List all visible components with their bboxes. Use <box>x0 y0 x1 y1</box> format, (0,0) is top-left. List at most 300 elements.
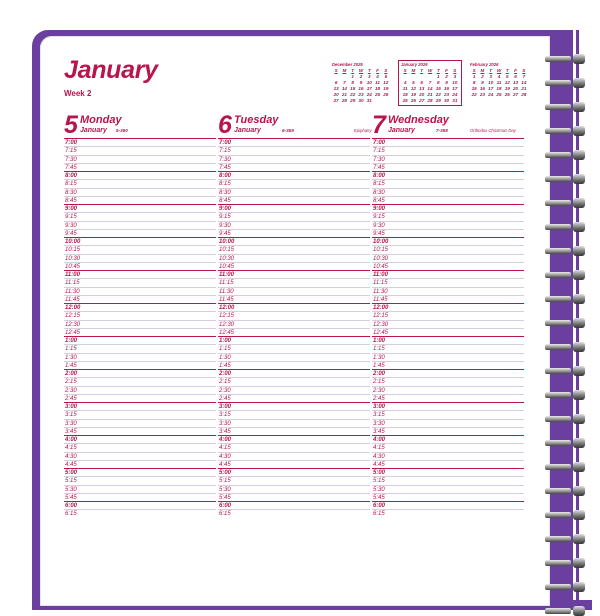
calendar-date[interactable]: 28 <box>521 92 527 97</box>
spiral-coil <box>545 390 585 400</box>
calendar-date[interactable]: 22 <box>435 92 441 97</box>
time-slot[interactable]: 10:15 <box>218 245 370 253</box>
time-slot[interactable]: 10:30 <box>218 254 370 262</box>
mini-calendar <box>332 62 390 104</box>
time-slot[interactable]: 10:15 <box>64 245 216 253</box>
calendar-date[interactable]: 30 <box>358 98 364 103</box>
day-of-year: 6-359 <box>282 128 294 133</box>
time-slot[interactable]: 11:15 <box>218 278 370 286</box>
calendar-date[interactable]: 21 <box>341 92 347 97</box>
time-slot[interactable]: 12:00 <box>64 303 216 311</box>
week-label: Week 2 <box>64 89 92 98</box>
day-header <box>64 113 216 138</box>
time-slot[interactable]: 7:45 <box>372 163 524 171</box>
time-slot[interactable]: 5:30 <box>64 485 216 493</box>
time-slot[interactable]: 12:45 <box>64 328 216 336</box>
calendar-date[interactable]: 13 <box>513 80 519 85</box>
spiral-coil <box>545 486 585 496</box>
calendar-date[interactable]: 14 <box>521 80 527 85</box>
time-slot[interactable]: 6:00 <box>64 501 216 509</box>
spiral-coil <box>545 174 585 184</box>
time-slot[interactable]: 12:45 <box>372 328 524 336</box>
time-slot[interactable]: 2:00 <box>64 369 216 377</box>
calendar-date[interactable]: 29 <box>350 98 356 103</box>
time-slot[interactable]: 1:15 <box>64 344 216 352</box>
calendar-date[interactable]: 14 <box>427 86 433 91</box>
spiral-coil <box>545 126 585 136</box>
time-slot[interactable]: 4:15 <box>218 443 370 451</box>
weekday-header: F <box>514 68 517 73</box>
time-slot[interactable]: 4:15 <box>372 443 524 451</box>
calendar-date[interactable]: 25 <box>402 98 408 103</box>
time-slot[interactable]: 5:45 <box>218 493 370 501</box>
calendar-date[interactable]: 28 <box>341 98 347 103</box>
time-slot[interactable]: 9:15 <box>64 212 216 220</box>
time-slot[interactable]: 10:45 <box>64 262 216 270</box>
calendar-date[interactable]: 7 <box>343 80 346 85</box>
time-slot[interactable]: 9:30 <box>372 221 524 229</box>
time-slot[interactable]: 3:30 <box>64 419 216 427</box>
time-slot[interactable]: 10:45 <box>218 262 370 270</box>
calendar-date[interactable]: 8 <box>351 80 354 85</box>
time-slot[interactable]: 7:00 <box>64 138 216 146</box>
time-slot[interactable]: 11:00 <box>218 270 370 278</box>
calendar-date[interactable]: 19 <box>383 86 389 91</box>
calendar-date[interactable]: 10 <box>452 80 458 85</box>
day-month: January <box>388 127 415 134</box>
calendar-date[interactable]: 16 <box>479 86 485 91</box>
calendar-date[interactable]: 8 <box>472 80 476 85</box>
time-slot[interactable]: 12:45 <box>218 328 370 336</box>
time-slot[interactable]: 8:00 <box>64 171 216 179</box>
calendar-date[interactable]: 26 <box>410 98 416 103</box>
calendar-date[interactable]: 26 <box>504 92 510 97</box>
time-slot[interactable]: 2:00 <box>372 369 524 377</box>
time-slot[interactable]: 9:30 <box>64 221 216 229</box>
calendar-date[interactable]: 17 <box>488 86 494 91</box>
time-slot[interactable]: 8:30 <box>64 188 216 196</box>
time-slot[interactable]: 12:30 <box>64 320 216 328</box>
time-slot[interactable]: 11:45 <box>372 295 524 303</box>
calendar-date[interactable]: 5 <box>506 74 509 79</box>
time-slot[interactable]: 4:00 <box>218 435 370 443</box>
time-slot[interactable]: 3:15 <box>218 410 370 418</box>
spiral-coil <box>545 270 585 280</box>
calendar-date[interactable]: 6 <box>334 80 338 85</box>
time-slot[interactable]: 2:30 <box>64 386 216 394</box>
time-slot[interactable]: 5:00 <box>372 468 524 476</box>
time-slot[interactable]: 3:00 <box>218 402 370 410</box>
calendar-date[interactable]: 13 <box>333 86 339 91</box>
day-number: 5 <box>64 111 78 139</box>
time-slot[interactable]: 3:30 <box>218 419 370 427</box>
calendar-date[interactable]: 22 <box>471 92 477 97</box>
time-slot[interactable]: 12:00 <box>218 303 370 311</box>
calendar-date[interactable]: 1 <box>437 74 440 79</box>
calendar-date[interactable]: 23 <box>444 92 450 97</box>
time-slot[interactable]: 4:00 <box>372 435 524 443</box>
weekday-header: F <box>445 68 448 73</box>
spiral-coil <box>545 222 585 232</box>
time-slot[interactable]: 4:30 <box>218 452 370 460</box>
time-slot[interactable]: 7:45 <box>64 163 216 171</box>
time-slot[interactable]: 7:30 <box>372 155 524 163</box>
calendar-date[interactable]: 7 <box>522 74 526 79</box>
weekday-header: S <box>334 68 338 73</box>
holiday-label: Orthodox Christmas Day <box>470 128 516 133</box>
calendar-date[interactable]: 9 <box>445 80 448 85</box>
calendar-date[interactable]: 15 <box>471 86 477 91</box>
day-of-year: 7-358 <box>436 128 448 133</box>
time-slot[interactable]: 8:45 <box>218 196 370 204</box>
calendar-date[interactable]: 1 <box>472 74 476 79</box>
spiral-coil <box>545 150 585 160</box>
time-slot[interactable]: 4:15 <box>64 443 216 451</box>
time-slot[interactable]: 10:45 <box>372 262 524 270</box>
time-slot[interactable]: 9:00 <box>372 204 524 212</box>
time-slot[interactable]: 7:15 <box>218 146 370 154</box>
time-slot[interactable]: 1:00 <box>64 336 216 344</box>
weekday-header: W <box>496 68 502 73</box>
calendar-date[interactable]: 15 <box>435 86 441 91</box>
time-slot[interactable]: 6:00 <box>372 501 524 509</box>
time-slot[interactable]: 10:30 <box>64 254 216 262</box>
calendar-date[interactable]: 16 <box>358 86 364 91</box>
time-slot[interactable]: 1:45 <box>372 361 524 369</box>
spiral-coil <box>545 462 585 472</box>
day-name: Wednesday <box>388 114 449 126</box>
time-slot[interactable]: 8:15 <box>372 179 524 187</box>
calendar-date[interactable]: 17 <box>366 86 372 91</box>
time-slot[interactable]: 1:45 <box>218 361 370 369</box>
calendar-date[interactable]: 11 <box>375 80 380 85</box>
time-slot[interactable]: 1:30 <box>218 353 370 361</box>
time-slot[interactable]: 6:00 <box>218 501 370 509</box>
time-slot[interactable]: 1:45 <box>64 361 216 369</box>
calendar-date[interactable]: 13 <box>419 86 425 91</box>
time-slot[interactable]: 7:45 <box>218 163 370 171</box>
time-slot[interactable]: 3:45 <box>64 427 216 435</box>
calendar-date[interactable]: 26 <box>383 92 389 97</box>
time-slot[interactable]: 11:30 <box>372 287 524 295</box>
time-slot[interactable]: 2:45 <box>218 394 370 402</box>
calendar-date[interactable]: 18 <box>375 86 381 91</box>
calendar-date[interactable]: 28 <box>427 98 433 103</box>
calendar-date[interactable]: 20 <box>513 86 519 91</box>
calendar-date[interactable]: 4 <box>376 74 379 79</box>
calendar-date[interactable]: 31 <box>366 98 372 103</box>
time-slot[interactable]: 11:15 <box>64 278 216 286</box>
calendar-date[interactable]: 22 <box>350 92 356 97</box>
calendar-date[interactable]: 9 <box>481 80 484 85</box>
time-slot[interactable]: 11:45 <box>218 295 370 303</box>
time-slot[interactable]: 2:15 <box>64 377 216 385</box>
time-slot[interactable]: 6:15 <box>218 509 370 517</box>
calendar-date[interactable]: 2 <box>445 74 448 79</box>
time-slot[interactable]: 8:45 <box>372 196 524 204</box>
weekday-header: T <box>505 68 509 73</box>
calendar-date[interactable]: 5 <box>384 74 388 79</box>
time-slot[interactable]: 5:30 <box>372 485 524 493</box>
weekday-header: T <box>489 68 493 73</box>
time-slot[interactable]: 10:30 <box>372 254 524 262</box>
calendar-date[interactable]: 18 <box>496 86 502 91</box>
time-slot[interactable]: 9:00 <box>218 204 370 212</box>
calendar-date[interactable]: 24 <box>366 92 372 97</box>
time-slot[interactable]: 11:00 <box>372 270 524 278</box>
calendar-date[interactable]: 4 <box>497 74 501 79</box>
time-slot[interactable]: 5:00 <box>218 468 370 476</box>
day-schedule-column <box>218 138 370 518</box>
mini-calendar <box>398 60 462 106</box>
weekday-header: S <box>522 68 526 73</box>
spiral-coil <box>545 54 585 64</box>
time-slot[interactable]: 10:15 <box>372 245 524 253</box>
time-slot[interactable]: 5:45 <box>64 493 216 501</box>
time-slot[interactable]: 5:00 <box>64 468 216 476</box>
time-slot[interactable]: 2:15 <box>372 377 524 385</box>
spiral-coil <box>545 558 585 568</box>
time-slot[interactable]: 11:30 <box>218 287 370 295</box>
calendar-date[interactable]: 12 <box>383 80 389 85</box>
calendar-date[interactable]: 12 <box>410 86 416 91</box>
calendar-date[interactable]: 21 <box>521 86 527 91</box>
time-slot[interactable]: 7:30 <box>218 155 370 163</box>
holiday-label: Epiphany <box>354 128 372 133</box>
time-slot[interactable]: 10:00 <box>64 237 216 245</box>
calendar-date[interactable]: 6 <box>420 80 423 85</box>
time-slot[interactable]: 9:15 <box>372 212 524 220</box>
time-slot[interactable]: 8:45 <box>64 196 216 204</box>
spiral-coil <box>545 510 585 520</box>
weekday-header: S <box>403 68 407 73</box>
calendar-date[interactable]: 10 <box>488 80 494 85</box>
weekday-header: F <box>376 68 379 73</box>
calendar-date[interactable]: 25 <box>496 92 502 97</box>
weekday-header: T <box>420 68 424 73</box>
calendar-date[interactable]: 2 <box>481 74 484 79</box>
calendar-date[interactable]: 3 <box>368 74 371 79</box>
calendar-date[interactable]: 29 <box>435 98 441 103</box>
time-slot[interactable]: 8:15 <box>218 179 370 187</box>
weekday-header: M <box>411 68 416 73</box>
day-number: 6 <box>218 111 232 139</box>
day-name: Tuesday <box>234 114 279 126</box>
calendar-date[interactable]: 19 <box>504 86 510 91</box>
calendar-date[interactable] <box>373 98 381 104</box>
time-slot[interactable]: 11:00 <box>64 270 216 278</box>
calendar-date[interactable]: 21 <box>427 92 433 97</box>
calendar-date[interactable]: 10 <box>366 80 372 85</box>
time-slot[interactable]: 7:30 <box>64 155 216 163</box>
time-slot[interactable]: 2:30 <box>372 386 524 394</box>
day-header <box>218 113 370 138</box>
calendar-date[interactable]: 19 <box>410 92 416 97</box>
calendar-date[interactable]: 11 <box>402 86 408 91</box>
mini-calendar-title: January 2026 <box>401 62 428 67</box>
time-slot[interactable]: 2:00 <box>218 369 370 377</box>
time-slot[interactable]: 5:30 <box>218 485 370 493</box>
calendar-date[interactable]: 20 <box>333 92 339 97</box>
time-slot[interactable]: 12:15 <box>64 311 216 319</box>
time-slot[interactable]: 4:30 <box>372 452 524 460</box>
spiral-coil <box>545 246 585 256</box>
calendar-date[interactable]: 24 <box>452 92 458 97</box>
month-title: January <box>64 56 158 84</box>
calendar-date[interactable]: 2 <box>359 74 363 79</box>
time-slot[interactable]: 12:15 <box>218 311 370 319</box>
time-slot[interactable]: 11:30 <box>64 287 216 295</box>
time-slot[interactable]: 12:00 <box>372 303 524 311</box>
time-slot[interactable]: 8:30 <box>372 188 524 196</box>
calendar-date[interactable]: 5 <box>412 80 415 85</box>
calendar-date[interactable]: 24 <box>488 92 494 97</box>
time-slot[interactable]: 3:45 <box>372 427 524 435</box>
time-slot[interactable]: 1:15 <box>218 344 370 352</box>
calendar-date[interactable]: 4 <box>403 80 407 85</box>
calendar-date[interactable]: 9 <box>359 80 363 85</box>
calendar-date[interactable]: 3 <box>489 74 492 79</box>
time-slot[interactable]: 5:45 <box>372 493 524 501</box>
calendar-date[interactable]: 31 <box>452 98 458 103</box>
calendar-date[interactable]: 27 <box>419 98 425 103</box>
time-slot[interactable]: 11:45 <box>64 295 216 303</box>
spiral-coil <box>545 438 585 448</box>
spiral-coil <box>545 294 585 304</box>
day-of-year: 5-360 <box>116 128 128 133</box>
time-slot[interactable]: 6:15 <box>64 509 216 517</box>
time-slot[interactable]: 4:00 <box>64 435 216 443</box>
calendar-date[interactable]: 25 <box>375 92 381 97</box>
time-slot[interactable]: 7:15 <box>372 146 524 154</box>
calendar-date[interactable]: 17 <box>452 86 458 91</box>
weekday-header: S <box>453 68 457 73</box>
day-schedule-column <box>372 138 524 518</box>
time-slot[interactable]: 1:30 <box>372 353 524 361</box>
time-slot[interactable]: 2:45 <box>372 394 524 402</box>
time-slot[interactable]: 5:15 <box>64 476 216 484</box>
calendar-date[interactable]: 11 <box>496 80 502 85</box>
time-slot[interactable]: 3:15 <box>64 410 216 418</box>
time-slot[interactable]: 2:30 <box>218 386 370 394</box>
time-slot[interactable]: 4:45 <box>218 460 370 468</box>
time-slot[interactable]: 3:00 <box>64 402 216 410</box>
time-slot[interactable]: 7:15 <box>64 146 216 154</box>
mini-calendar-title: February 2026 <box>470 62 499 67</box>
calendar-date[interactable]: 3 <box>453 74 457 79</box>
time-slot[interactable]: 1:00 <box>218 336 370 344</box>
time-slot[interactable]: 12:30 <box>218 320 370 328</box>
weekday-header: S <box>384 68 388 73</box>
weekday-header: M <box>480 68 485 73</box>
time-slot[interactable]: 3:45 <box>218 427 370 435</box>
calendar-date[interactable]: 27 <box>333 98 339 103</box>
calendar-date[interactable]: 7 <box>428 80 432 85</box>
calendar-date[interactable]: 30 <box>444 98 450 103</box>
time-slot[interactable]: 9:00 <box>64 204 216 212</box>
calendar-date[interactable]: 27 <box>513 92 519 97</box>
calendar-date[interactable]: 1 <box>351 74 354 79</box>
time-slot[interactable]: 4:30 <box>64 452 216 460</box>
time-slot[interactable]: 9:15 <box>218 212 370 220</box>
time-slot[interactable]: 7:00 <box>218 138 370 146</box>
time-slot[interactable]: 1:30 <box>64 353 216 361</box>
time-slot[interactable]: 3:30 <box>372 419 524 427</box>
day-number: 7 <box>372 111 386 139</box>
time-slot[interactable]: 12:15 <box>372 311 524 319</box>
time-slot[interactable]: 9:45 <box>372 229 524 237</box>
spiral-coil <box>545 534 585 544</box>
time-slot[interactable]: 2:45 <box>64 394 216 402</box>
mini-calendar <box>470 62 528 98</box>
time-slot[interactable]: 8:00 <box>218 171 370 179</box>
time-slot[interactable]: 5:15 <box>372 476 524 484</box>
time-slot[interactable]: 7:00 <box>372 138 524 146</box>
weekday-header: W <box>358 68 364 73</box>
day-month: January <box>234 127 261 134</box>
weekday-header: T <box>351 68 355 73</box>
time-slot[interactable]: 8:30 <box>218 188 370 196</box>
day-name: Monday <box>80 114 122 126</box>
time-slot[interactable]: 10:00 <box>218 237 370 245</box>
calendar-date[interactable] <box>382 98 390 104</box>
calendar-date[interactable]: 16 <box>444 86 450 91</box>
time-slot[interactable]: 9:45 <box>64 229 216 237</box>
spiral-coil <box>545 366 585 376</box>
day-header <box>372 113 524 138</box>
time-slot[interactable]: 9:30 <box>218 221 370 229</box>
spiral-coil <box>545 198 585 208</box>
time-slot[interactable]: 9:45 <box>218 229 370 237</box>
spiral-coil <box>545 318 585 328</box>
spiral-coil <box>545 414 585 424</box>
calendar-date[interactable]: 8 <box>437 80 440 85</box>
day-month: January <box>80 127 107 134</box>
time-slot[interactable]: 1:15 <box>372 344 524 352</box>
spiral-coil <box>545 606 585 616</box>
weekday-header: T <box>436 68 440 73</box>
time-slot[interactable]: 2:15 <box>218 377 370 385</box>
spiral-coil <box>545 78 585 88</box>
time-slot[interactable]: 6:15 <box>372 509 524 517</box>
calendar-date[interactable]: 15 <box>350 86 356 91</box>
time-slot[interactable]: 4:45 <box>64 460 216 468</box>
time-slot[interactable]: 10:00 <box>372 237 524 245</box>
calendar-date[interactable]: 14 <box>341 86 347 91</box>
time-slot[interactable]: 1:00 <box>372 336 524 344</box>
calendar-date[interactable]: 23 <box>479 92 485 97</box>
time-slot[interactable]: 3:15 <box>372 410 524 418</box>
calendar-date[interactable]: 23 <box>358 92 364 97</box>
time-slot[interactable]: 11:15 <box>372 278 524 286</box>
weekday-header: S <box>472 68 476 73</box>
spiral-coil <box>545 342 585 352</box>
time-slot[interactable]: 12:30 <box>372 320 524 328</box>
time-slot[interactable]: 3:00 <box>372 402 524 410</box>
time-slot[interactable]: 8:15 <box>64 179 216 187</box>
calendar-date[interactable]: 18 <box>402 92 408 97</box>
calendar-date[interactable]: 6 <box>514 74 517 79</box>
time-slot[interactable]: 5:15 <box>218 476 370 484</box>
calendar-date[interactable]: 12 <box>504 80 510 85</box>
time-slot[interactable]: 4:45 <box>372 460 524 468</box>
calendar-date[interactable]: 20 <box>419 92 425 97</box>
mini-calendar-title: December 2025 <box>332 62 363 67</box>
spiral-coil <box>545 582 585 592</box>
spiral-coil <box>545 102 585 112</box>
time-slot[interactable]: 8:00 <box>372 171 524 179</box>
weekday-header: T <box>367 68 371 73</box>
